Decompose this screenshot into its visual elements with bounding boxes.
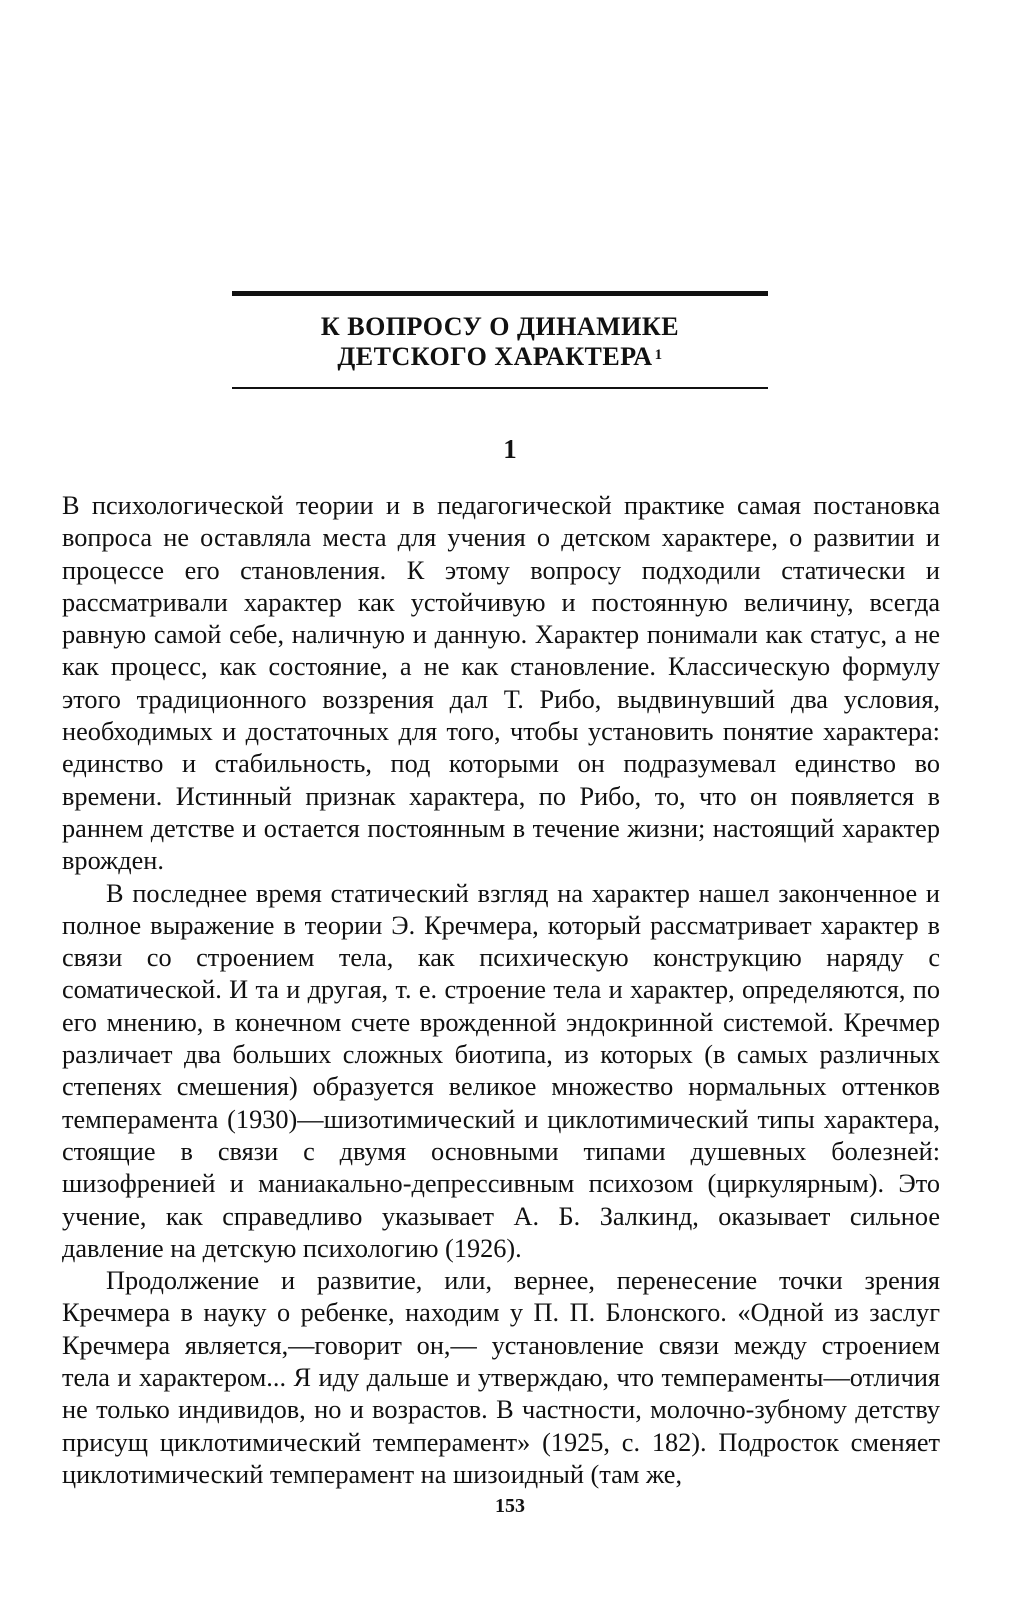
paragraph-1: В психологической теории и в педагогической практике самая постановка вопроса не оставляла места для учения о детском характере, о развитии и процессе его становления. К этому вопросу подходили статически и рассматривали характер как устойчивую и постоянную величину, всегда равную самой себе, наличную и данную. Характер понимали как статус, а не как процесс, как состояние, а не как становление. Классическую формулу этого традиционного воззрения дал Т. Рибо, выдвинувший два условия, необходимых и достаточных для того, чтобы установить понятие характера: единство и стабильность, под которыми он подразумевал единство во времени. Истинный признак характера, по Рибо, то, что он появляется в раннем детстве и остается постоянным в течение жизни; настоящий характер врожден. [62, 491, 940, 876]
title-top-rule [232, 291, 768, 296]
paragraph-3: Продолжение и развитие, или, вернее, перенесение точки зрения Кречмера в науку о ребенке, находим у П. П. Блонского. «Одной из заслуг Кречмера является,—говорит он,— установление связи между строением тела и характером... Я иду дальше и утверждаю, что темпераменты—отличия не только индивидов, но и возрастов. В частности, молочно-зубному детству присущ циклотимический темперамент» (1925, с. 182). Подросток сменяет циклотимический темперамент на шизоидный (там же, [62, 1266, 940, 1489]
section-number: 1 [503, 434, 517, 464]
page-number: 153 [495, 1495, 525, 1517]
chapter-title [232, 312, 768, 372]
title-bottom-rule [232, 387, 768, 389]
footnote-mark: 1 [654, 347, 663, 363]
paragraph-2: В последнее время статический взгляд на характер нашел законченное и полное выражение в теории Э. Кречмера, который рассматривает характер в связи со строением тела, как психическую конструкцию наряду с соматической. И та и другая, т. е. строение тела и характер, определяются, по его мнению, в конечном счете врожденной эндокринной системой. Кречмер различает два больших сложных биотипа, из которых (в самых различных степенях смешения) образуется великое множество нормальных оттенков темперамента (1930)—шизотимический и циклотимический типы характера, стоящие в связи с двумя основными типами душевных болезней: шизофренией и маниакально-депрессивным психозом (циркулярным). Это учение, как справедливо указывает А. Б. Залкинд, оказывает сильное давление на детскую психологию (1926). [62, 878, 940, 1263]
chapter-title-line-2 [232, 342, 768, 372]
chapter-title-line-2-text: ДЕТСКОГО ХАРАКТЕРА [337, 342, 653, 371]
chapter-title-line-1: К ВОПРОСУ О ДИНАМИКЕ [320, 312, 680, 341]
body-text [62, 490, 940, 1491]
